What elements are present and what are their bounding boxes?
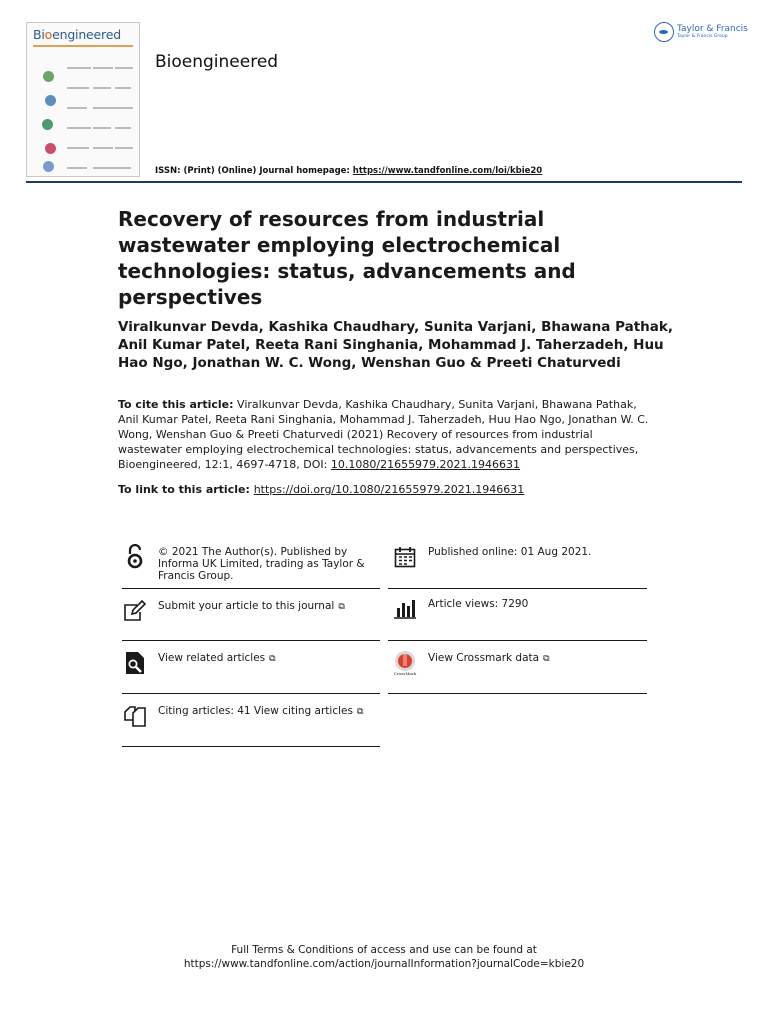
article-title: Recovery of resources from industrial wastewater employing electrochemical technologies: status, advancements and perspectives — [118, 207, 576, 309]
terms-url[interactable]: https://www.tandfonline.com/action/journalInformation?journalCode=kbie20 — [183, 958, 585, 970]
cover-title: Bioengineered — [33, 27, 121, 42]
open-access-icon — [122, 544, 148, 570]
citing-articles-link[interactable]: Citing articles: 41 View citing articles ⧉ — [122, 703, 384, 729]
cover-illustration — [45, 143, 56, 154]
external-link-icon: ⧉ — [338, 602, 345, 612]
cover-text-line — [115, 167, 131, 169]
terms-footer — [0, 943, 768, 971]
external-link-icon: ⧉ — [543, 654, 550, 664]
grid-divider — [388, 588, 647, 589]
cover-accent-bar — [33, 45, 133, 47]
article-authors: Viralkunvar Devda, Kashika Chaudhary, Sunita Varjani, Bhawana Pathak, Anil Kumar Patel, Reeta Rani Singhania, Mohammad J. Taherzadeh, Huu Hao Ngo, Jonathan W. C. Wong, Wenshan Guo & Preeti Chaturvedi — [118, 319, 674, 371]
edit-icon — [122, 598, 148, 624]
crossmark-badge-text: CrossMark — [393, 671, 417, 676]
cover-illustration — [43, 71, 54, 82]
citation-text: Viralkunvar Devda, Kashika Chaudhary, Sunita Varjani, Bhawana Pathak, Anil Kumar Patel, Reeta Rani Singhania, Mohammad J. Taherzadeh, Huu Hao Ngo, Jonathan W. C. Wong, Wenshan Guo & Preeti Chaturvedi (2021) Recovery of resources from industrial wastewater employing electrochemical technologies: status, advancements and perspectives, Bioengineered, 12:1, 4697-4718, DOI: — [118, 398, 649, 471]
cover-text-line — [93, 87, 111, 89]
cover-text-line — [67, 87, 89, 89]
cover-text-line — [115, 127, 131, 129]
search-document-icon — [122, 650, 148, 676]
grid-divider — [388, 640, 647, 641]
cover-text-line — [93, 107, 115, 109]
issn-line: ISSN: (Print) (Online) Journal homepage: https://www.tandfonline.com/loi/kbie20 — [155, 166, 543, 176]
cover-text-line — [93, 147, 113, 149]
bar-chart-icon — [392, 596, 418, 622]
citing-documents-icon — [122, 703, 148, 729]
cover-text-line — [115, 67, 133, 69]
cover-text-line — [67, 107, 87, 109]
grid-divider — [122, 588, 380, 589]
calendar-icon — [392, 544, 418, 570]
grid-divider — [122, 693, 380, 694]
article-doi-link[interactable]: https://doi.org/10.1080/21655979.2021.1946631 — [253, 483, 525, 496]
cover-text-line — [115, 107, 133, 109]
terms-line: Full Terms & Conditions of access and use can be found at — [231, 944, 537, 956]
publisher-logo[interactable] — [654, 22, 748, 42]
link-label: To link to this article: — [118, 483, 254, 496]
cover-text-line — [67, 167, 87, 169]
cover-text-line — [115, 87, 131, 89]
publisher-name: Taylor & Francis — [677, 23, 748, 34]
cover-text-line — [93, 67, 113, 69]
copyright-cell: © 2021 The Author(s). Published by Informa UK Limited, trading as Taylor & Francis Group. — [122, 544, 384, 582]
header-divider — [26, 181, 742, 183]
publisher-logo-icon — [654, 22, 674, 42]
citation-doi-link[interactable]: 10.1080/21655979.2021.1946631 — [330, 458, 521, 471]
grid-divider — [122, 746, 380, 747]
cover-text-line — [67, 67, 91, 69]
citation-label: To cite this article: — [118, 398, 234, 411]
related-articles-link[interactable]: View related articles ⧉ — [122, 650, 384, 676]
crossmark-icon — [392, 650, 418, 676]
grid-divider — [388, 693, 647, 694]
cover-text-line — [67, 127, 91, 129]
cover-illustration — [45, 95, 56, 106]
published-cell: Published online: 01 Aug 2021. — [392, 544, 647, 570]
external-link-icon: ⧉ — [356, 707, 364, 717]
citation-block — [118, 397, 658, 472]
submit-article-link[interactable]: Submit your article to this journal ⧉ — [122, 598, 384, 624]
cover-illustration — [43, 161, 54, 172]
crossmark-link[interactable]: CrossMark View Crossmark data ⧉ — [393, 652, 550, 676]
journal-homepage-link[interactable]: https://www.tandfonline.com/loi/kbie20 — [352, 166, 543, 176]
cover-illustration — [42, 119, 53, 130]
article-link-line — [118, 482, 658, 497]
journal-name: Bioengineered — [155, 52, 279, 72]
cover-text-line — [93, 167, 115, 169]
cover-text-line — [115, 147, 133, 149]
journal-cover-thumbnail — [26, 22, 140, 177]
cover-text-line — [67, 147, 89, 149]
publisher-sub: Taylor & Francis Group — [677, 33, 728, 39]
external-link-icon: ⧉ — [269, 654, 276, 664]
article-views-cell: Article views: 7290 — [392, 596, 647, 622]
cover-text-line — [93, 127, 111, 129]
grid-divider — [122, 640, 380, 641]
